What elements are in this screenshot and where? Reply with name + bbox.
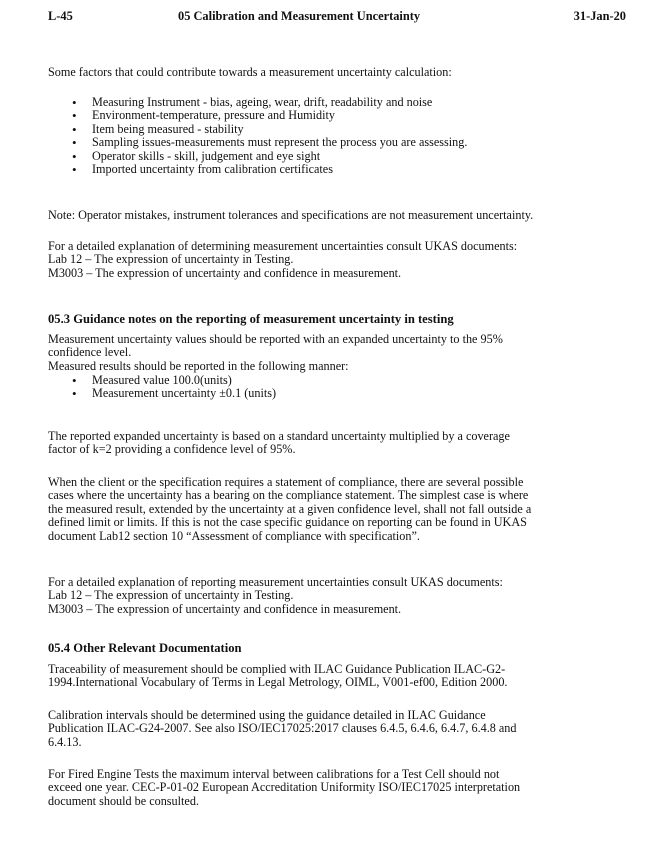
header-date: 31-Jan-20 bbox=[573, 9, 626, 23]
section-053-para2 bbox=[48, 430, 596, 457]
list-item: • Environment-temperature, pressure and Humidity bbox=[48, 109, 596, 122]
list-item: • Item being measured - stability bbox=[48, 123, 596, 136]
list-item: • Operator skills - skill, judgement and eye sight bbox=[48, 150, 596, 163]
paragraph-line: the measured result, extended by the uncertainty at a given confidence level, shall not fall outside a bbox=[48, 501, 532, 516]
note-paragraph bbox=[48, 209, 596, 222]
paragraph-line: defined limit or limits. If this is not the case specific guidance on reporting can be found in UKAS bbox=[48, 515, 527, 530]
ukas-reference-block bbox=[48, 240, 596, 280]
paragraph-line: 6.4.13. bbox=[48, 734, 82, 749]
paragraph-line: Calibration intervals should be determined using the guidance detailed in ILAC Guidance bbox=[48, 708, 486, 722]
ukas-ref-line: Lab 12 – The expression of uncertainty in Testing. bbox=[48, 252, 294, 267]
ukas-ref-line: For a detailed explanation of reporting measurement uncertainties consult UKAS documents: bbox=[48, 575, 503, 589]
list-item: • Measuring Instrument - bias, ageing, wear, drift, readability and noise bbox=[48, 96, 596, 109]
list-item: • Sampling issues-measurements must represent the process you are assessing. bbox=[48, 136, 596, 149]
paragraph-line: Measurement uncertainty values should be reported with an expanded uncertainty to the 95% bbox=[48, 332, 503, 346]
ukas-ref-line: For a detailed explanation of determining measurement uncertainties consult UKAS documents: bbox=[48, 239, 518, 253]
ukas-ref-line: Lab 12 – The expression of uncertainty in Testing. bbox=[48, 588, 294, 603]
section-054-para2 bbox=[48, 709, 596, 749]
factors-list-block bbox=[48, 96, 596, 176]
list-item: • Imported uncertainty from calibration certificates bbox=[48, 163, 596, 176]
list-item: • Measurement uncertainty ±0.1 (units) bbox=[48, 387, 596, 400]
intro-text: Some factors that could contribute towards a measurement uncertainty calculation: bbox=[48, 65, 452, 79]
paragraph-line: When the client or the specification requires a statement of compliance, there are several possible bbox=[48, 475, 524, 489]
section-heading: 05.4 Other Relevant Documentation bbox=[48, 641, 242, 655]
section-054-para1 bbox=[48, 663, 596, 690]
section-heading: 05.3 Guidance notes on the reporting of measurement uncertainty in testing bbox=[48, 312, 454, 326]
paragraph-line: Measured results should be reported in the following manner: bbox=[48, 358, 349, 373]
section-053-para3 bbox=[48, 476, 596, 543]
paragraph-line: document should be consulted. bbox=[48, 793, 199, 808]
paragraph-line: confidence level. bbox=[48, 345, 132, 360]
paragraph-line: document Lab12 section 10 “Assessment of compliance with specification”. bbox=[48, 528, 420, 543]
section-053-para1 bbox=[48, 333, 596, 373]
paragraph-line: For Fired Engine Tests the maximum interval between calibrations for a Test Cell should not bbox=[48, 767, 500, 781]
header-section-title: 05 Calibration and Measurement Uncertainty bbox=[178, 9, 421, 23]
paragraph-line: 1994.International Vocabulary of Terms in Legal Metrology, OIML, V001-ef00, Edition 2000. bbox=[48, 675, 508, 690]
section-054-heading bbox=[48, 641, 596, 655]
ukas-ref-line: M3003 – The expression of uncertainty and confidence in measurement. bbox=[48, 601, 402, 616]
note-text: Note: Operator mistakes, instrument tolerances and specifications are not measurement uncertainty. bbox=[48, 208, 534, 222]
paragraph-line: factor of k=2 providing a confidence level of 95%. bbox=[48, 442, 296, 457]
factors-list bbox=[48, 96, 596, 176]
page-header bbox=[48, 4, 626, 30]
section-054-para3 bbox=[48, 768, 596, 808]
paragraph-line: Publication ILAC-G24-2007. See also ISO/IEC17025:2017 clauses 6.4.5, 6.4.6, 6.4.7, 6.4.8 and bbox=[48, 721, 517, 736]
reporting-bullets-block bbox=[48, 374, 596, 401]
paragraph-line: exceed one year. CEC-P-01-02 European Accreditation Uniformity ISO/IEC17025 interpretation bbox=[48, 780, 521, 795]
list-item: • Measured value 100.0(units) bbox=[48, 374, 596, 387]
intro-paragraph bbox=[48, 66, 596, 79]
reporting-bullets bbox=[48, 374, 596, 401]
paragraph-line: Traceability of measurement should be complied with ILAC Guidance Publication ILAC-G2- bbox=[48, 662, 506, 676]
section-053-heading bbox=[48, 312, 596, 326]
paragraph-line: The reported expanded uncertainty is based on a standard uncertainty multiplied by a coverage bbox=[48, 429, 510, 443]
ukas-reference-block-2 bbox=[48, 576, 596, 616]
paragraph-line: cases where the uncertainty has a bearing on the compliance statement. The simplest case is where bbox=[48, 488, 529, 503]
header-doc-code: L-45 bbox=[48, 9, 73, 23]
ukas-ref-line: M3003 – The expression of uncertainty and confidence in measurement. bbox=[48, 265, 402, 280]
